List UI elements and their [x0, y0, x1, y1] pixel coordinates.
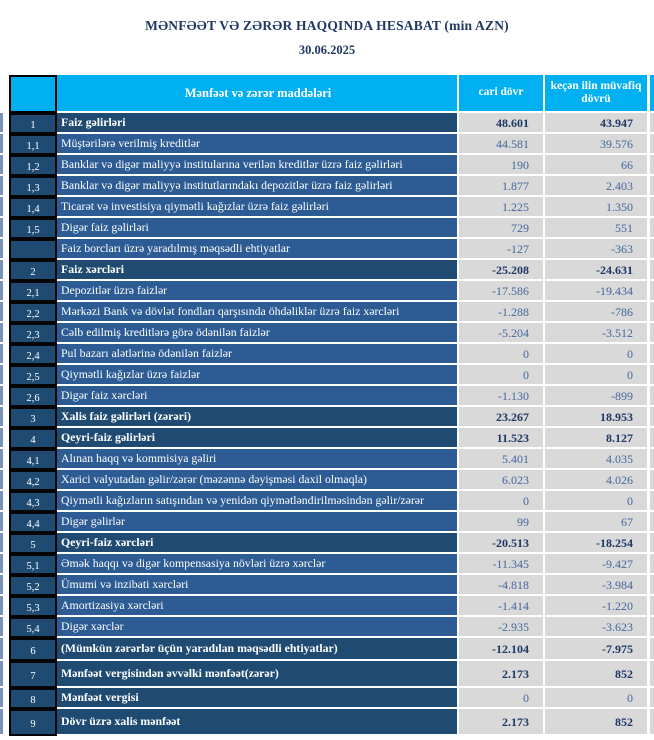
- row-previous-value: -3.512: [543, 323, 647, 344]
- row-current-value: -1.288: [457, 302, 543, 323]
- row-label-cell: Mənfəət vergisi: [57, 688, 457, 709]
- left-edge-artifact: [0, 197, 3, 218]
- left-edge-artifact: [0, 554, 3, 575]
- right-edge-artifact: [647, 260, 654, 281]
- row-current-value: 5.401: [457, 449, 543, 470]
- left-edge-artifact: [0, 386, 3, 407]
- right-edge-artifact: [647, 113, 654, 134]
- row-number-cell: 3: [9, 407, 57, 428]
- row-label-cell: Digər xərclər: [57, 617, 457, 638]
- row-previous-value: -9.427: [543, 554, 647, 575]
- row-number-cell: 5: [9, 533, 57, 554]
- row-number-cell: 5,2: [9, 575, 57, 596]
- left-edge-artifact: [0, 323, 3, 344]
- table-row: [0, 281, 654, 302]
- row-label-cell: Pul bazarı alətlərinə ödənilən faizlər: [57, 344, 457, 365]
- table-row: [0, 709, 654, 736]
- row-previous-value: -24.631: [543, 260, 647, 281]
- right-edge-artifact: [647, 661, 654, 688]
- table-row: [0, 197, 654, 218]
- table-row: [0, 638, 654, 661]
- row-current-value: 729: [457, 218, 543, 239]
- table-row: [0, 470, 654, 491]
- row-label-cell: Faiz borcları üzrə yaradılmış məqsədli ehtiyatlar: [57, 239, 457, 260]
- row-number-cell: 2: [9, 260, 57, 281]
- table-row: [0, 428, 654, 449]
- left-edge-artifact: [0, 491, 3, 512]
- row-number-cell: 6: [9, 638, 57, 661]
- row-label-cell: (Mümkün zərərlər üçün yaradılan məqsədli ehtiyatlar): [57, 638, 457, 661]
- row-number-cell: 2,5: [9, 365, 57, 386]
- row-previous-value: 4.035: [543, 449, 647, 470]
- row-label-cell: Qeyri-faiz xərcləri: [57, 533, 457, 554]
- row-label-cell: Faiz gəlirləri: [57, 113, 457, 134]
- row-number-cell: 4,1: [9, 449, 57, 470]
- table-row: [0, 533, 654, 554]
- row-previous-value: 852: [543, 661, 647, 688]
- left-edge-artifact: [0, 113, 3, 134]
- row-previous-value: 0: [543, 344, 647, 365]
- row-previous-value: 43.947: [543, 113, 647, 134]
- row-current-value: -2.935: [457, 617, 543, 638]
- row-current-value: 0: [457, 365, 543, 386]
- right-edge-artifact: [647, 575, 654, 596]
- right-edge-artifact: [647, 197, 654, 218]
- row-previous-value: -3.623: [543, 617, 647, 638]
- right-edge-artifact: [647, 709, 654, 736]
- left-edge-artifact: [0, 281, 3, 302]
- row-label-cell: Ümumi və inzibati xərcləri: [57, 575, 457, 596]
- row-label-cell: Qiymətli kağızların satışından və yenidən qiymətləndirilməsindən gəlir/zərər: [57, 491, 457, 512]
- profit-loss-table: [0, 75, 654, 736]
- row-label-cell: Depozitlər üzrə faizlər: [57, 281, 457, 302]
- right-edge-artifact: [647, 302, 654, 323]
- row-previous-value: -3.984: [543, 575, 647, 596]
- report-date: 30.06.2025: [298, 43, 356, 57]
- row-previous-value: 67: [543, 512, 647, 533]
- table-row: [0, 302, 654, 323]
- table-row: [0, 260, 654, 281]
- row-number-cell: 5,1: [9, 554, 57, 575]
- row-number-cell: 8: [9, 688, 57, 709]
- row-number-cell: 1,2: [9, 155, 57, 176]
- row-label-cell: Alınan haqq və kommisiya gəliri: [57, 449, 457, 470]
- right-edge-artifact: [647, 365, 654, 386]
- row-current-value: -5.204: [457, 323, 543, 344]
- row-label-cell: Əmək haqqı və digər kompensasiya növləri üzrə xərclər: [57, 554, 457, 575]
- right-edge-artifact: [647, 344, 654, 365]
- left-edge-artifact: [0, 688, 3, 709]
- row-number-cell: 9: [9, 709, 57, 736]
- row-previous-value: 39.576: [543, 134, 647, 155]
- row-current-value: -11.345: [457, 554, 543, 575]
- table-row: [0, 688, 654, 709]
- right-edge-artifact: [647, 428, 654, 449]
- row-label-cell: Mərkəzi Bank və dövlət fondları qarşısında öhdəliklər üzrə faiz xərcləri: [57, 302, 457, 323]
- right-edge-artifact: [647, 386, 654, 407]
- row-number-cell: 2,4: [9, 344, 57, 365]
- row-current-value: -1.130: [457, 386, 543, 407]
- row-number-cell: 4,3: [9, 491, 57, 512]
- right-edge-artifact: [647, 512, 654, 533]
- row-previous-value: 66: [543, 155, 647, 176]
- table-row: [0, 596, 654, 617]
- table-row: [0, 113, 654, 134]
- right-edge-artifact: [647, 155, 654, 176]
- left-edge-artifact: [0, 470, 3, 491]
- right-edge-artifact: [647, 134, 654, 155]
- right-edge-artifact: [647, 554, 654, 575]
- row-number-cell: 4,4: [9, 512, 57, 533]
- row-number-cell: 1,3: [9, 176, 57, 197]
- row-current-value: 1.225: [457, 197, 543, 218]
- right-edge-artifact: [647, 218, 654, 239]
- row-label-cell: Digər faiz gəlirləri: [57, 218, 457, 239]
- right-edge-artifact: [647, 323, 654, 344]
- row-label-cell: Mənfəət vergisindən əvvəlki mənfəət(zərər): [57, 661, 457, 688]
- row-previous-value: -1.220: [543, 596, 647, 617]
- row-number-cell: 4: [9, 428, 57, 449]
- left-edge-artifact: [0, 638, 3, 661]
- row-current-value: -25.208: [457, 260, 543, 281]
- row-label-cell: Qiymətli kağızlar üzrə faizlər: [57, 365, 457, 386]
- table-row: [0, 386, 654, 407]
- left-edge-artifact: [0, 218, 3, 239]
- table-row: [0, 155, 654, 176]
- right-edge-artifact: [647, 533, 654, 554]
- row-number-cell: 5,3: [9, 596, 57, 617]
- previous-period-column-header: keçən ilin müvafiq dövrü: [543, 75, 647, 113]
- right-edge-artifact: [647, 596, 654, 617]
- row-number-cell: 1,1: [9, 134, 57, 155]
- left-edge-artifact: [0, 449, 3, 470]
- row-current-value: 0: [457, 344, 543, 365]
- row-previous-value: 8.127: [543, 428, 647, 449]
- row-number-cell: 1: [9, 113, 57, 134]
- row-previous-value: 0: [543, 688, 647, 709]
- row-label-cell: Ticarət və investisiya qiymətli kağızlar üzrə faiz gəlirləri: [57, 197, 457, 218]
- table-row: [0, 134, 654, 155]
- title-block: [0, 0, 654, 58]
- left-edge-artifact: [0, 512, 3, 533]
- row-number-cell: 4,2: [9, 470, 57, 491]
- corner-header-cell: [9, 75, 57, 113]
- right-edge-artifact: [647, 470, 654, 491]
- row-label-cell: Qeyri-faiz gəlirləri: [57, 428, 457, 449]
- row-current-value: 2.173: [457, 709, 543, 736]
- row-current-value: -1.414: [457, 596, 543, 617]
- row-previous-value: -899: [543, 386, 647, 407]
- table-row: [0, 661, 654, 688]
- row-label-cell: Xalis faiz gəlirləri (zərəri): [57, 407, 457, 428]
- left-edge-artifact: [0, 617, 3, 638]
- row-label-cell: Banklar və digər maliyyə institutlarındakı depozitlər üzrə faiz gəlirləri: [57, 176, 457, 197]
- row-current-value: 2.173: [457, 661, 543, 688]
- row-previous-value: -363: [543, 239, 647, 260]
- row-current-value: 11.523: [457, 428, 543, 449]
- row-number-cell: 2,3: [9, 323, 57, 344]
- row-previous-value: -7.975: [543, 638, 647, 661]
- right-edge-artifact: [647, 617, 654, 638]
- row-current-value: 1.877: [457, 176, 543, 197]
- row-current-value: -127: [457, 239, 543, 260]
- row-number-cell: 2,1: [9, 281, 57, 302]
- right-edge-artifact: [647, 638, 654, 661]
- row-number-cell: 7: [9, 661, 57, 688]
- table-header-row: [0, 75, 654, 113]
- left-edge-artifact: [0, 155, 3, 176]
- table-row: [0, 323, 654, 344]
- left-edge-artifact: [0, 596, 3, 617]
- table-row: [0, 239, 654, 260]
- row-number-cell: 2,6: [9, 386, 57, 407]
- row-previous-value: 0: [543, 365, 647, 386]
- row-previous-value: 4.026: [543, 470, 647, 491]
- row-current-value: -17.586: [457, 281, 543, 302]
- table-row: [0, 176, 654, 197]
- row-label-cell: Digər gəlirlər: [57, 512, 457, 533]
- left-edge-artifact: [0, 344, 3, 365]
- right-edge-artifact: [647, 688, 654, 709]
- table-row: [0, 365, 654, 386]
- table-row: [0, 449, 654, 470]
- left-edge-artifact: [0, 260, 3, 281]
- row-number-cell: 2,2: [9, 302, 57, 323]
- right-edge-artifact: [647, 449, 654, 470]
- left-edge-artifact: [0, 75, 3, 113]
- row-label-cell: Digər faiz xərcləri: [57, 386, 457, 407]
- row-label-cell: Cəlb edilmiş kreditlərə görə ödənilən faizlər: [57, 323, 457, 344]
- right-edge-artifact: [647, 281, 654, 302]
- row-label-cell: Dövr üzrə xalis mənfəət: [57, 709, 457, 736]
- left-edge-artifact: [0, 533, 3, 554]
- row-current-value: -12.104: [457, 638, 543, 661]
- row-previous-value: -19.434: [543, 281, 647, 302]
- row-previous-value: 2.403: [543, 176, 647, 197]
- table-row: [0, 575, 654, 596]
- left-edge-artifact: [0, 575, 3, 596]
- row-current-value: -20.513: [457, 533, 543, 554]
- row-current-value: 44.581: [457, 134, 543, 155]
- table-row: [0, 218, 654, 239]
- table-row: [0, 491, 654, 512]
- report-title: MƏNFƏƏT VƏ ZƏRƏR HAQQINDA HESABAT (min AZN): [145, 18, 509, 33]
- right-edge-artifact: [647, 176, 654, 197]
- table-row: [0, 554, 654, 575]
- row-number-cell: 1,4: [9, 197, 57, 218]
- row-label-cell: Banklar və digər maliyyə institularına verilən kreditlər üzrə faiz gəlirləri: [57, 155, 457, 176]
- row-label-cell: Müştərilərə verilmiş kreditlər: [57, 134, 457, 155]
- row-previous-value: 551: [543, 218, 647, 239]
- right-edge-artifact: [647, 491, 654, 512]
- row-label-cell: Xarici valyutadan gəlir/zərər (məzənnə dəyişməsi daxil olmaqla): [57, 470, 457, 491]
- left-edge-artifact: [0, 407, 3, 428]
- table-body: [0, 113, 654, 736]
- right-edge-artifact: [647, 407, 654, 428]
- table-row: [0, 512, 654, 533]
- row-previous-value: 1.350: [543, 197, 647, 218]
- row-previous-value: 0: [543, 491, 647, 512]
- left-edge-artifact: [0, 709, 3, 736]
- row-label-cell: Faiz xərcləri: [57, 260, 457, 281]
- left-edge-artifact: [0, 661, 3, 688]
- row-label-cell: Amortizasiya xərcləri: [57, 596, 457, 617]
- row-current-value: 6.023: [457, 470, 543, 491]
- row-current-value: 99: [457, 512, 543, 533]
- left-edge-artifact: [0, 134, 3, 155]
- row-current-value: 23.267: [457, 407, 543, 428]
- table-row: [0, 344, 654, 365]
- left-edge-artifact: [0, 239, 3, 260]
- row-previous-value: 18.953: [543, 407, 647, 428]
- table-row: [0, 407, 654, 428]
- left-edge-artifact: [0, 176, 3, 197]
- row-current-value: 48.601: [457, 113, 543, 134]
- left-edge-artifact: [0, 428, 3, 449]
- row-number-cell: 1,5: [9, 218, 57, 239]
- row-number-cell: [9, 239, 57, 260]
- row-current-value: 0: [457, 491, 543, 512]
- row-previous-value: -786: [543, 302, 647, 323]
- items-column-header: Mənfəət və zərər maddələri: [57, 75, 457, 113]
- right-edge-artifact: [647, 239, 654, 260]
- row-current-value: -4.818: [457, 575, 543, 596]
- current-period-column-header: cari dövr: [457, 75, 543, 113]
- row-number-cell: 5,4: [9, 617, 57, 638]
- row-previous-value: 852: [543, 709, 647, 736]
- left-edge-artifact: [0, 365, 3, 386]
- right-edge-artifact: [647, 75, 654, 113]
- left-edge-artifact: [0, 302, 3, 323]
- table-row: [0, 617, 654, 638]
- row-previous-value: -18.254: [543, 533, 647, 554]
- row-current-value: 190: [457, 155, 543, 176]
- row-current-value: 0: [457, 688, 543, 709]
